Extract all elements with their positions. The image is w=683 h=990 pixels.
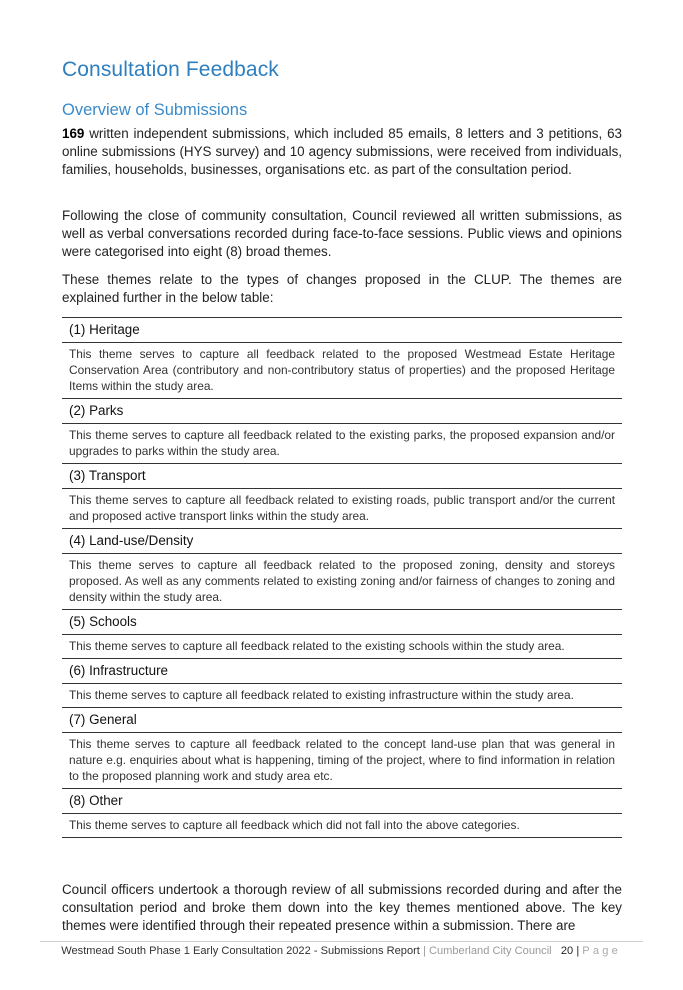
paragraph-themes-intro: These themes relate to the types of changes proposed in the CLUP. The themes are explained further in the below table: <box>62 272 622 306</box>
footer-organisation: Cumberland City Council <box>428 945 552 957</box>
theme-title: (1) Heritage <box>62 318 622 343</box>
footer-separator: | <box>419 945 429 957</box>
theme-description: This theme serves to capture all feedback related to the existing schools within the study area. <box>62 635 622 659</box>
theme-title: (3) Transport <box>62 464 622 489</box>
theme-description: This theme serves to capture all feedback related to the existing parks, the proposed expansion and/or upgrades to parks within the study area. <box>62 424 622 464</box>
page-footer <box>40 945 621 957</box>
page-title: Consultation Feedback <box>62 58 279 81</box>
paragraph-review-method: Council officers undertook a thorough review of all submissions recorded during and after the consultation period and broke them down into the key themes mentioned above. The key themes were identified through their repeated presence within a submission. There are <box>62 882 622 934</box>
intro-paragraph <box>62 125 622 180</box>
theme-description: This theme serves to capture all feedback which did not fall into the above categories. <box>62 814 622 838</box>
theme-title: (6) Infrastructure <box>62 659 622 684</box>
section-subtitle: Overview of Submissions <box>62 101 248 119</box>
paragraph-review: Following the close of community consultation, Council reviewed all written submissions, as well as verbal conversations recorded during face-to-face sessions. Public views and opinions were categorised into eight (8) broad themes. <box>62 208 622 260</box>
theme-title: (8) Other <box>62 789 622 814</box>
theme-title: (7) General <box>62 708 622 733</box>
theme-description: This theme serves to capture all feedback related to existing infrastructure within the study area. <box>62 684 622 708</box>
themes-table <box>62 317 622 838</box>
theme-description: This theme serves to capture all feedback related to existing roads, public transport and/or the current and proposed active transport links within the study area. <box>62 489 622 529</box>
footer-divider <box>40 941 643 942</box>
theme-title: (5) Schools <box>62 610 622 635</box>
page-label: Page <box>582 945 621 957</box>
theme-title: (2) Parks <box>62 399 622 424</box>
submission-count: 169 <box>62 126 85 141</box>
footer-report-title: Westmead South Phase 1 Early Consultation 2022 - Submissions Report <box>61 945 420 957</box>
page-number: 20 <box>560 945 574 957</box>
theme-description: This theme serves to capture all feedback related to the concept land-use plan that was general in nature e.g. enquiries about what is happening, timing of the project, where to find information in relation to the proposed planning work and study area etc. <box>62 733 622 789</box>
intro-text: written independent submissions, which included 85 emails, 8 letters and 3 petitions, 63 online submissions (HYS survey) and 10 agency submissions, were received from individuals, families, households, businesses, organisations etc. as part of the consultation period. <box>62 126 622 178</box>
theme-title: (4) Land-use/Density <box>62 529 622 554</box>
theme-description: This theme serves to capture all feedback related to the proposed zoning, density and storeys proposed. As well as any comments related to existing zoning and/or fairness of changes to zoning and density within the study area. <box>62 554 622 610</box>
page-number-separator: | <box>573 945 583 957</box>
theme-description: This theme serves to capture all feedback related to the proposed Westmead Estate Heritage Conservation Area (contributory and non-contributory status of properties) and the proposed Heritage Items within the study area. <box>62 343 622 399</box>
